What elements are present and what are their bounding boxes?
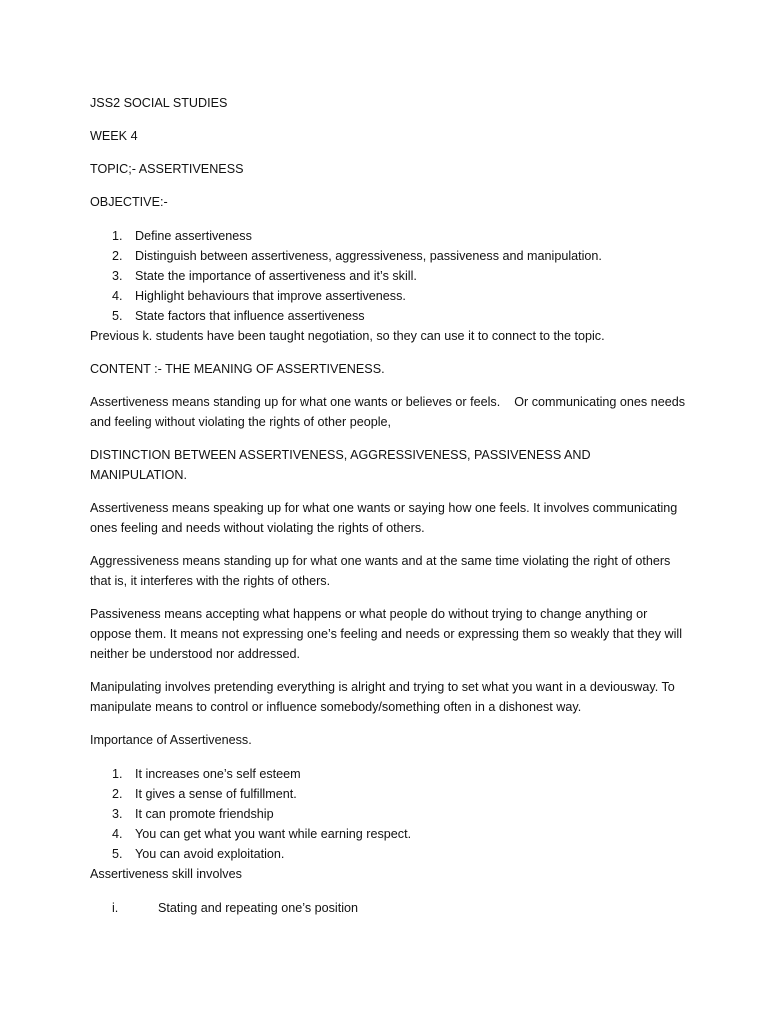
objectives-list <box>90 226 690 326</box>
importance-item: 3. It can promote friendship <box>112 807 274 821</box>
meaning-paragraph: Assertiveness means standing up for what one wants or believes or feels. Or communicating ones needs and feeling without violating the rights of other people, <box>90 395 689 429</box>
importance-list <box>90 764 690 864</box>
aggressiveness-definition: Aggressiveness means standing up for what one wants and at the same time violating the right of others that is, it interferes with the rights of others. <box>90 554 671 588</box>
course-title: JSS2 SOCIAL STUDIES <box>90 96 228 110</box>
skill-heading: Assertiveness skill involves <box>90 867 242 881</box>
manipulation-definition: Manipulating involves pretending everything is alright and trying to set what you want in a deviousway. To manipulate means to control or influence somebody/something often in a dishonest way. <box>90 680 675 714</box>
skill-item: i. Stating and repeating one’s position <box>112 901 359 915</box>
objective-item: 2. Distinguish between assertiveness, aggressiveness, passiveness and manipulation. <box>112 249 602 263</box>
importance-heading: Importance of Assertiveness. <box>90 733 252 747</box>
document-body <box>90 93 690 918</box>
content-heading: CONTENT :- THE MEANING OF ASSERTIVENESS. <box>90 362 385 376</box>
importance-item: 1. It increases one’s self esteem <box>112 767 301 781</box>
objective-item: 1. Define assertiveness <box>112 229 252 243</box>
importance-item: 4. You can get what you want while earning respect. <box>112 827 412 841</box>
objective-item: 5. State factors that influence assertiveness <box>112 309 365 323</box>
importance-item: 2. It gives a sense of fulfillment. <box>112 787 297 801</box>
importance-item: 5. You can avoid exploitation. <box>112 847 285 861</box>
distinction-heading: DISTINCTION BETWEEN ASSERTIVENESS, AGGRESSIVENESS, PASSIVENESS AND MANIPULATION. <box>90 448 591 482</box>
objective-item: 4. Highlight behaviours that improve assertiveness. <box>112 289 406 303</box>
objective-heading: OBJECTIVE:- <box>90 195 168 209</box>
objective-item: 3. State the importance of assertiveness and it’s skill. <box>112 269 417 283</box>
assertiveness-definition: Assertiveness means speaking up for what one wants or saying how one feels. It involves communicating ones feeling and needs without violating the rights of others. <box>90 501 678 535</box>
week-label: WEEK 4 <box>90 129 138 143</box>
previous-knowledge: Previous k. students have been taught negotiation, so they can use it to connect to the topic. <box>90 329 605 343</box>
topic-title: TOPIC;- ASSERTIVENESS <box>90 162 244 176</box>
passiveness-definition: Passiveness means accepting what happens or what people do without trying to change anything or oppose them. It means not expressing one’s feeling and needs or expressing them so weakly that they will neither be understood nor addressed. <box>90 607 683 661</box>
